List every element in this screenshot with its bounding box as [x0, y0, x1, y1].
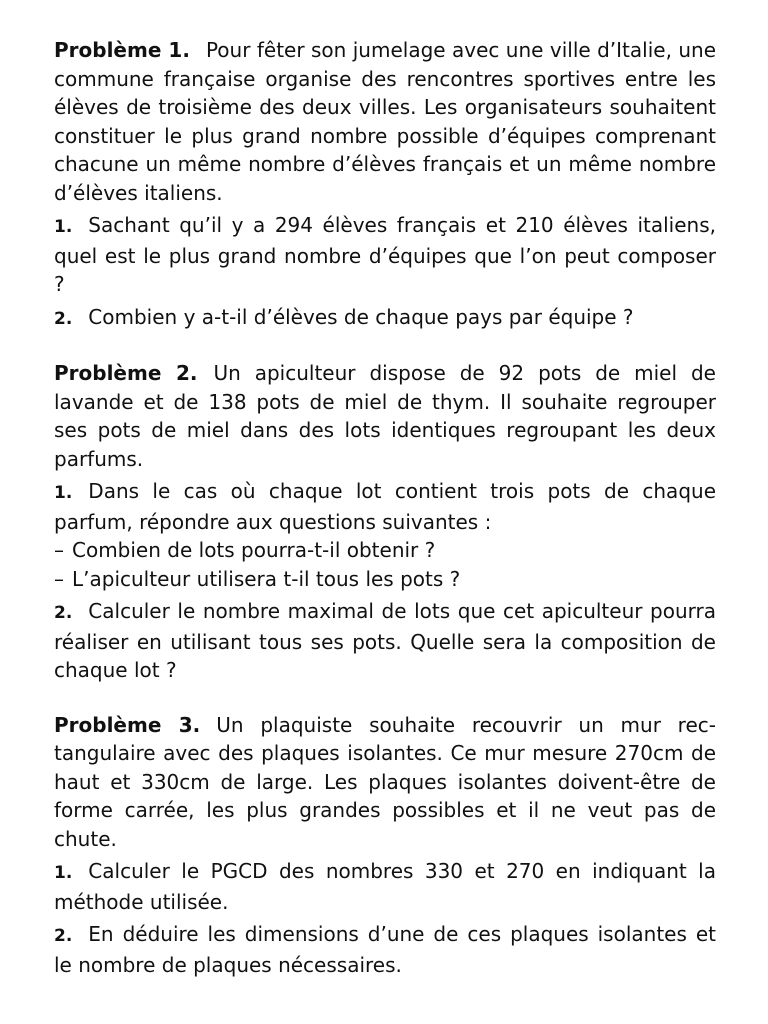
- problem-3-question-1: [54, 857, 716, 916]
- problem-2-intro: Un apiculteur dispose de 92 pots de miel de lavande et de 138 pots de miel de thym. Il souhaite regrouper ses pots de miel dans des lots identiques regroupant les deux parfums.: [54, 361, 716, 471]
- question-number: 2.: [54, 603, 73, 623]
- problem-1: [54, 36, 716, 333]
- problem-3-intro: Un plaquiste souhaite recouvrir un mur rectangulaire avec des plaques isolantes. Ce mur mesure 270cm de haut et 330cm de large. Les plaques isolantes doivent-être de forme carrée, les plus grandes possibles et il ne veut pas de chute.: [54, 712, 716, 851]
- problem-1-title: Problème 1.: [54, 38, 190, 62]
- question-number: 1.: [54, 863, 73, 883]
- question-text: Dans le cas où chaque lot contient trois pots de chaque parfum, répondre aux questions suivantes :: [54, 479, 716, 534]
- problem-3-title: Problème 3.: [54, 712, 201, 737]
- question-text: Combien y a-t-il d’élèves de chaque pays par équipe ?: [88, 304, 634, 329]
- question-text: Sachant qu’il y a 294 élèves français et 210 élèves italiens, quel est le plus grand nombre d’équipes que l’on peut composer ?: [54, 213, 716, 296]
- problem-2-question-2: [54, 597, 716, 685]
- problem-2: [54, 359, 716, 685]
- problem-1-intro: Pour fêter son jumelage avec une ville d’Italie, une commune française organise des rencontres sportives entre les élèves de troisième des deux villes. Les organisateurs souhaitent constituer le plus grand nombre possible d’équipes comprenant chacune un même nombre d’élèves français et un même nombre d’élèves italiens.: [54, 38, 716, 205]
- dash-bullet: –: [54, 538, 64, 562]
- question-text: En déduire les dimensions d’une de ces plaques isolantes et le nombre de plaques nécessaires.: [54, 922, 716, 977]
- problem-1-statement: [54, 36, 716, 207]
- problem-2-subquestion-1: [54, 536, 716, 565]
- problem-2-title: Problème 2.: [54, 361, 198, 385]
- question-text: Calculer le nombre maximal de lots que cet apiculteur pourra réaliser en utilisant tous ses pots. Quelle sera la composition de chaque lot ?: [54, 599, 716, 682]
- problem-3: [54, 711, 716, 980]
- problem-3-question-2: [54, 920, 716, 979]
- subquestion-text: Combien de lots pourra-t-il obtenir ?: [72, 538, 436, 562]
- question-text: Calculer le PGCD des nombres 330 et 270 en indiquant la méthode utilisée.: [54, 859, 716, 914]
- problem-2-statement: [54, 359, 716, 473]
- question-number: 1.: [54, 483, 73, 503]
- problem-1-question-1: [54, 211, 716, 299]
- question-number: 2.: [54, 926, 73, 946]
- problem-3-statement: [54, 711, 716, 854]
- dash-bullet: –: [54, 566, 64, 591]
- problem-1-question-2: [54, 303, 716, 334]
- subquestion-text: L’apiculteur utilisera t-il tous les pots ?: [72, 566, 461, 591]
- question-number: 1.: [54, 217, 73, 237]
- question-number: 2.: [54, 308, 73, 329]
- problem-2-subquestion-2: [54, 565, 716, 594]
- problem-2-question-1: [54, 477, 716, 536]
